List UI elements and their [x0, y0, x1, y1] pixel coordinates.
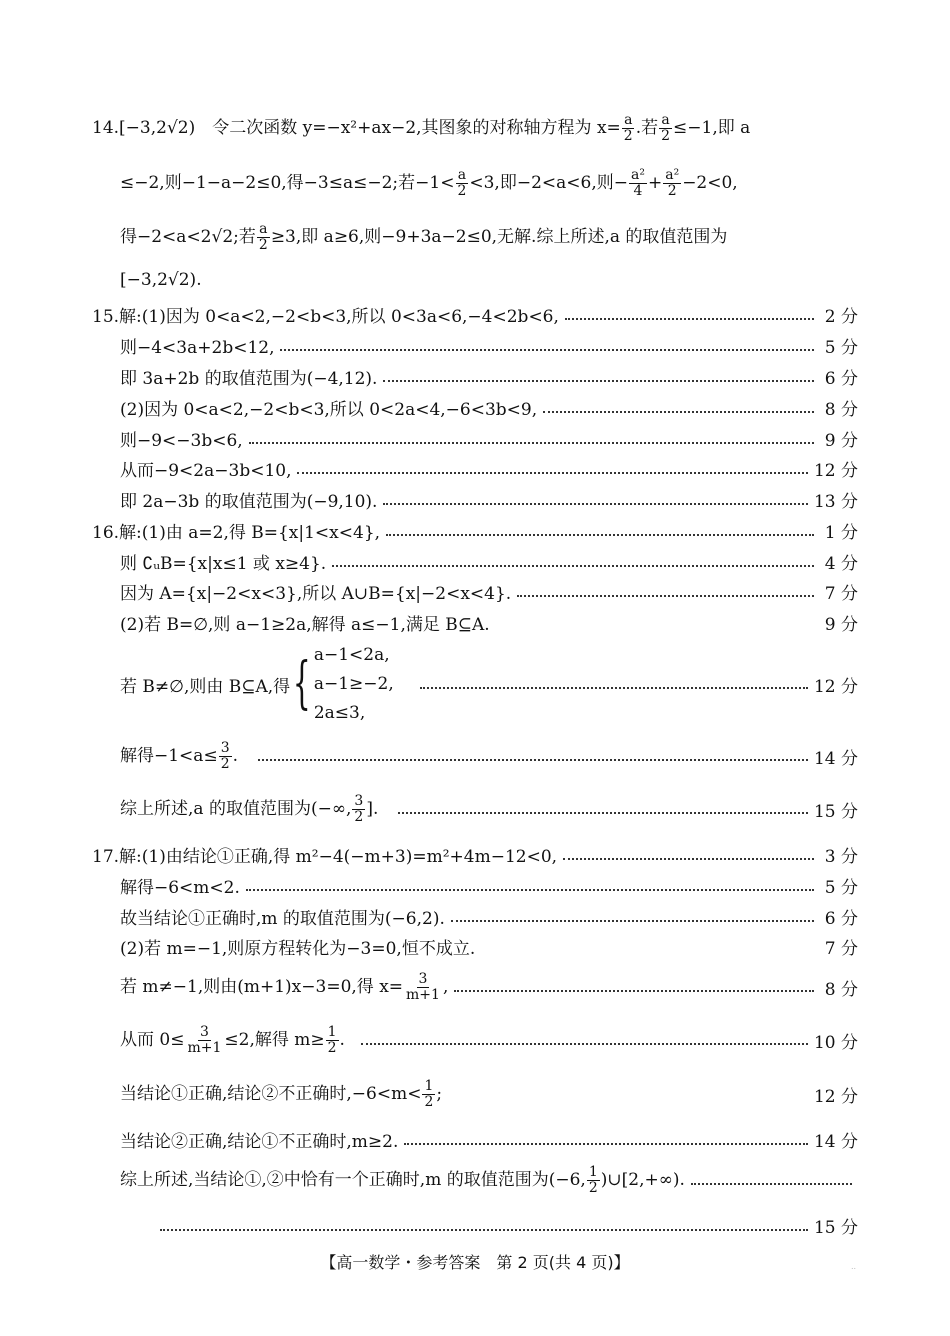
score: 14 分	[813, 1132, 858, 1152]
text: ≤2,解得 m≥	[224, 1029, 325, 1050]
fraction	[455, 168, 468, 198]
text: )∪[2,+∞).	[600, 1169, 685, 1190]
dot-leader	[160, 1229, 808, 1231]
row-text	[120, 741, 238, 772]
row-text: 即 3a+2b 的取值范围为(−4,12).	[120, 369, 378, 389]
fraction	[659, 113, 672, 143]
text: 综上所述,当结论①,②中恰有一个正确时,m 的取值范围为(−6,	[120, 1169, 586, 1190]
fraction	[326, 1025, 339, 1055]
q16-row	[120, 549, 858, 574]
text: 综上所述,a 的取值范围为(−∞,	[120, 798, 352, 819]
fraction	[629, 168, 647, 198]
numerator: a²	[631, 167, 645, 184]
system-line: 2a≤3,	[313, 702, 366, 723]
row-text: 故当结论①正确时,m 的取值范围为(−6,2).	[120, 909, 445, 929]
score: 6 分	[824, 909, 858, 929]
denominator: 4	[633, 183, 643, 199]
numerator: 3	[418, 970, 428, 987]
row-text: 从而−9<2a−3b<10,	[120, 461, 292, 481]
denominator: 2	[327, 1039, 337, 1056]
q14-text: ≤−2,则−1−a−2≤0,得−3≤a≤−2;若−1<	[120, 173, 455, 193]
text: 解得−1<a≤	[120, 745, 218, 766]
score: 5 分	[824, 338, 858, 358]
denominator: 2	[424, 1093, 434, 1110]
dot-leader	[246, 889, 814, 891]
row-text: 则−4<3a+2b<12,	[120, 338, 275, 358]
denominator: 2	[588, 1179, 598, 1196]
q14-text: 14.[−3,2√2) 令二次函数 y=−x²+ax−2,其图象的对称轴方程为 x=	[92, 118, 621, 138]
q15-row	[92, 302, 858, 327]
q16-row	[120, 789, 858, 829]
row-text: (2)因为 0<a<2,−2<b<3,所以 0<2a<4,−6<3b<9,	[120, 400, 538, 420]
denominator: 2	[457, 183, 467, 199]
system-line: a−1≥−2,	[313, 673, 394, 694]
numerator: a	[661, 112, 670, 129]
score: 13 分	[813, 492, 858, 512]
dot-leader	[332, 565, 814, 567]
q17-row	[120, 1074, 858, 1114]
fraction	[219, 741, 232, 771]
q16-row	[120, 610, 858, 635]
q14-text: .若	[635, 118, 659, 138]
q17-row	[120, 1020, 858, 1060]
text: ].	[366, 798, 379, 819]
text: .	[232, 745, 239, 766]
dot-leader	[404, 1143, 808, 1145]
row-text	[120, 794, 378, 825]
dot-leader	[383, 503, 807, 505]
row-text: 则−9<−3b<6,	[120, 431, 243, 451]
denominator: m+1	[187, 1039, 222, 1056]
score: 8 分	[824, 979, 858, 1000]
q17-row	[120, 1127, 858, 1152]
row-text: 当结论②正确,结论①不正确时,m≥2.	[120, 1132, 399, 1152]
corner-mark: ..	[851, 1262, 857, 1271]
fraction	[352, 794, 365, 824]
dot-leader	[297, 472, 807, 474]
dot-leader	[563, 858, 814, 860]
q15-row	[120, 333, 858, 358]
score: 14 分	[813, 748, 858, 769]
denominator: 2	[661, 128, 671, 144]
score: 8 分	[824, 400, 858, 420]
numerator: a²	[665, 167, 680, 184]
score: 9 分	[824, 615, 858, 635]
score: 7 分	[824, 584, 858, 604]
score: 12 分	[813, 1086, 858, 1107]
fraction	[257, 222, 270, 252]
row-text: 因为 A={x|−2<x<3},所以 A∪B={x|−2<x<4}.	[120, 584, 512, 604]
q14-text: <3,即−2<a<6,则−	[469, 173, 628, 193]
q16-row	[92, 518, 858, 543]
left-brace: {	[293, 651, 311, 716]
row-text: 即 2a−3b 的取值范围为(−9,10).	[120, 492, 378, 512]
q15-row	[120, 456, 858, 481]
q17-row	[120, 934, 858, 959]
q14-line-2	[120, 168, 738, 199]
dot-leader	[280, 349, 814, 351]
fraction	[422, 1079, 435, 1109]
text: 当结论①正确,结论②不正确时,−6<m<	[120, 1083, 422, 1104]
score: 1 分	[824, 523, 858, 543]
numerator: 3	[354, 792, 364, 809]
text: ,	[442, 976, 449, 997]
q14-line-1	[92, 113, 750, 144]
q17-row	[120, 1160, 858, 1200]
dot-leader	[249, 442, 814, 444]
score: 12 分	[813, 461, 858, 481]
q15-row	[120, 487, 858, 512]
row-text: 则 ∁ᵤB={x|x≤1 或 x≥4}.	[120, 554, 327, 574]
denominator: 2	[667, 183, 677, 199]
score: 12 分	[813, 676, 858, 697]
numerator: a	[259, 221, 268, 238]
q15-row	[120, 395, 858, 420]
numerator: 3	[199, 1023, 209, 1040]
dot-leader	[383, 380, 814, 382]
row-text: 解得−6<m<2.	[120, 878, 240, 898]
row-text	[120, 1025, 345, 1056]
q14-text: [−3,2√2).	[120, 270, 202, 290]
page-footer: 【高一数学・参考答案 第 2 页(共 4 页)】	[320, 1253, 630, 1272]
dot-leader	[517, 595, 814, 597]
dot-leader	[454, 990, 814, 992]
inequality-system	[314, 641, 394, 728]
dot-leader	[398, 812, 808, 814]
denominator: 2	[354, 808, 364, 825]
denominator: 2	[220, 755, 230, 772]
score: 10 分	[813, 1032, 858, 1053]
q16-system-row	[120, 640, 858, 728]
q17-row	[120, 904, 858, 929]
numerator: 1	[424, 1077, 434, 1094]
dot-leader	[258, 759, 808, 761]
dot-leader	[691, 1183, 852, 1185]
score: 5 分	[824, 878, 858, 898]
denominator: 2	[623, 128, 633, 144]
dot-leader	[420, 687, 808, 689]
dot-leader	[565, 318, 814, 320]
q14-line-4	[120, 270, 202, 290]
q17-row	[120, 873, 858, 898]
q14-line-3	[120, 222, 727, 253]
score: 7 分	[824, 939, 858, 959]
row-text: 17.解:(1)由结论①正确,得 m²−4(−m+3)=m²+4m−12<0,	[92, 847, 558, 867]
row-text	[120, 1165, 685, 1196]
q15-row	[120, 426, 858, 451]
score: 15 分	[813, 801, 858, 822]
q14-text: ≥3,即 a≥6,则−9+3a−2≤0,无解.综上所述,a 的取值范围为	[270, 227, 728, 247]
q14-text: +	[647, 173, 663, 193]
text: .	[339, 1029, 345, 1050]
numerator: 1	[327, 1023, 337, 1040]
row-text	[120, 972, 448, 1003]
q17-row	[160, 1213, 858, 1238]
row-text: 16.解:(1)由 a=2,得 B={x|1<x<4},	[92, 523, 381, 543]
q17-row	[120, 967, 858, 1007]
q17-row	[92, 842, 858, 867]
numerator: a	[624, 112, 633, 129]
q16-row	[120, 736, 858, 776]
fraction	[587, 1165, 600, 1195]
fraction	[622, 113, 635, 143]
text: 若 m≠−1,则由(m+1)x−3=0,得 x=	[120, 976, 404, 997]
dot-leader	[543, 411, 814, 413]
row-text: (2)若 m=−1,则原方程转化为−3=0,恒不成立.	[120, 939, 476, 959]
row-text: (2)若 B=∅,则 a−1≥2a,解得 a≤−1,满足 B⊆A.	[120, 615, 490, 635]
fraction	[185, 1025, 223, 1055]
score: 4 分	[824, 554, 858, 574]
text: ;	[436, 1083, 443, 1104]
score: 3 分	[824, 847, 858, 867]
q14-text: 得−2<a<2√2;若	[120, 227, 256, 247]
q14-text: −2<0,	[682, 173, 738, 193]
q16-row	[120, 579, 858, 604]
fraction	[663, 168, 681, 198]
denominator: 2	[258, 237, 268, 253]
dot-leader	[451, 920, 814, 922]
numerator: a	[457, 167, 467, 184]
numerator: 1	[588, 1163, 598, 1180]
score: 6 分	[824, 369, 858, 389]
system-line: a−1<2a,	[313, 644, 390, 665]
dot-leader	[386, 534, 814, 536]
score: 2 分	[824, 307, 858, 327]
score: 15 分	[813, 1218, 858, 1238]
numerator: 3	[220, 739, 230, 756]
row-text: 15.解:(1)因为 0<a<2,−2<b<3,所以 0<3a<6,−4<2b<6,	[92, 307, 559, 327]
q14-text: ≤−1,即 a	[673, 118, 751, 138]
score: 9 分	[824, 431, 858, 451]
row-text: 若 B≠∅,则由 B⊆A,得	[120, 676, 291, 697]
row-text	[120, 1079, 442, 1110]
fraction	[404, 972, 442, 1002]
denominator: m+1	[406, 986, 440, 1003]
dot-leader	[361, 1043, 808, 1045]
q15-row	[120, 364, 858, 389]
text: 从而 0≤	[120, 1029, 185, 1050]
